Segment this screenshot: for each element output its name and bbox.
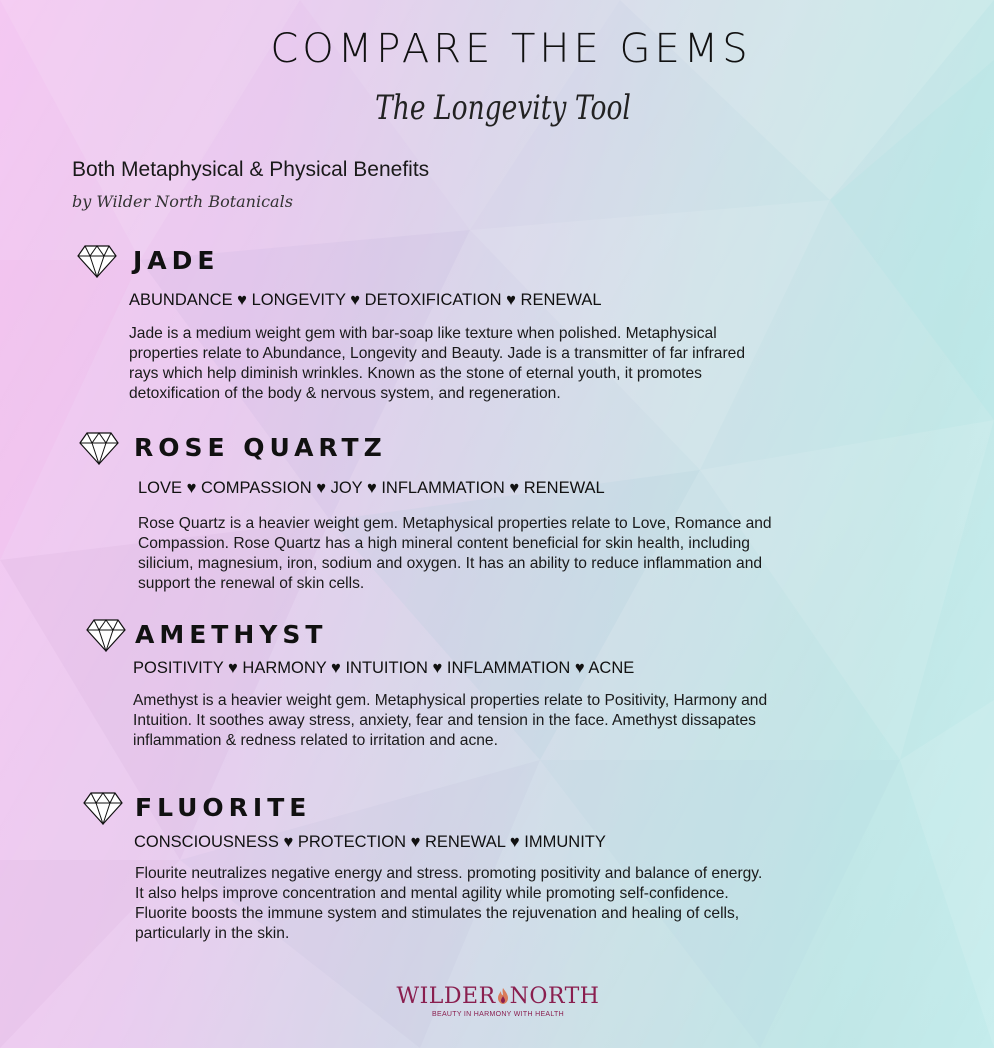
diamond-icon [77,244,117,278]
byline: by Wilder North Botanicals [72,192,293,211]
gem-description: Rose Quartz is a heavier weight gem. Metaphysical properties relate to Love, Romance and Compassion. Rose Quartz has a high mineral content beneficial for skin health, including silicium, magnesium, iron, sodium and oxygen. It has an ability to reduce inflammation and support the renewal of skin cells. [138,515,772,592]
gem-keywords: LOVE ♥ COMPASSION ♥ JOY ♥ INFLAMMATION ♥ RENEWAL [138,479,605,497]
gem-description: Amethyst is a heavier weight gem. Metaphysical properties relate to Positivity, Harmony and Intuition. It soothes away stress, anxiety, fear and tension in the face. Amethyst dissapates inflammation & redness related to irritation and acne. [133,692,768,749]
diamond-icon [86,618,126,652]
gem-keywords: POSITIVITY ♥ HARMONY ♥ INTUITION ♥ INFLAMMATION ♥ ACNE [133,659,635,677]
gem-name: JADE [133,246,220,275]
diamond-icon [83,791,123,825]
gem-name: ROSE QUARTZ [134,433,387,462]
flame-icon [496,987,510,1005]
gem-name: AMETHYST [135,620,328,649]
logo-wordmark [388,984,608,1009]
gem-keywords: CONSCIOUSNESS ♥ PROTECTION ♥ RENEWAL ♥ IMMUNITY [134,833,606,851]
logo-left: WILDER [396,984,496,1009]
gem-keywords: ABUNDANCE ♥ LONGEVITY ♥ DETOXIFICATION ♥ RENEWAL [129,291,602,309]
diamond-icon [79,431,119,465]
gem-description: Jade is a medium weight gem with bar-soap like texture when polished. Metaphysical properties relate to Abundance, Longevity and Beauty. Jade is a transmitter of far infrared rays which help diminish wrinkles. Known as the stone of eternal youth, it promotes detoxification of the body & nervous system, and regeneration. [129,325,746,402]
logo-right: NORTH [509,984,600,1009]
page-subtitle: The Longevity Tool [375,88,631,128]
brand-logo [388,984,608,1024]
gem-description: Flourite neutralizes negative energy and stress. promoting positivity and balance of energy. It also helps improve concentration and mental agility while promoting self-confidence. Fluorite boosts the immune system and stimulates the rejuvenation and healing of cells, particularly in the skin. [135,865,763,942]
page-title: COMPARE THE GEMS [270,26,752,72]
logo-tagline: BEAUTY IN HARMONY WITH HEALTH [432,1011,564,1018]
section-heading: Both Metaphysical & Physical Benefits [72,158,430,181]
gem-name: FLUORITE [135,793,312,822]
